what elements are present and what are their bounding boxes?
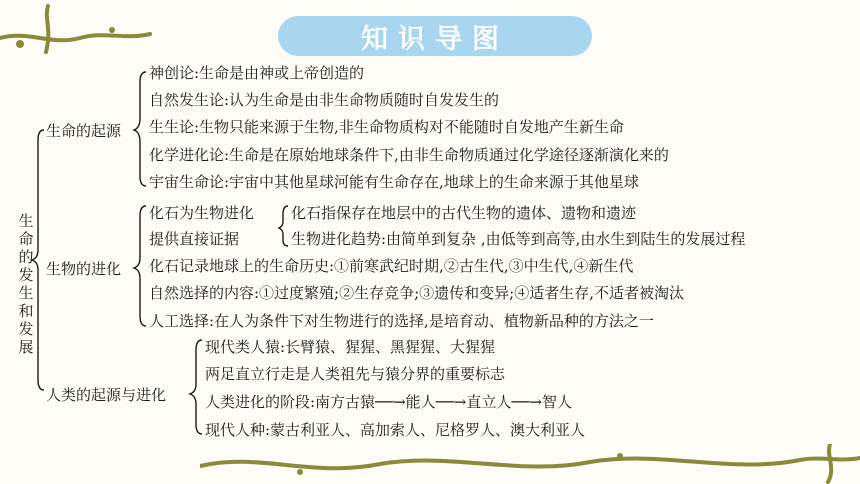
origin-item-5: 宇宙生命论:宇宙中其他星球河能有生命存在,地球上的生命来源于其他星球 xyxy=(149,173,639,191)
human-item-4: 现代人种:蒙古利亚人、高加索人、尼格罗人、澳大利亚人 xyxy=(205,421,586,439)
origin-item-1: 神创论:生命是由神或上帝创造的 xyxy=(149,64,365,82)
evolution-item-2: 自然选择的内容:①过度繁殖;②生存竞争;③遗传和变异;④适者生存,不适者被淘汰 xyxy=(149,284,684,302)
page-title: 知识导图 xyxy=(278,16,592,56)
human-item-1: 现代类人猿:长臂猿、猩猩、黑猩猩、大猩猩 xyxy=(205,338,496,356)
fossil-sub-item-2: 生物进化趋势:由简单到复杂 ,由低等到高等,由水生到陆生的发展过程 xyxy=(291,230,746,248)
origin-item-4: 化学进化论:生命是在原始地球条件下,由非生命物质通过化学途径逐渐演化来的 xyxy=(149,146,669,164)
origin-item-2: 自然发生论:认为生命是由非生命物质随时自发发生的 xyxy=(149,91,500,109)
branch-evolution-label: 生物的进化 xyxy=(46,260,122,278)
fossil-evidence-label-line1: 化石为生物进化 xyxy=(149,204,255,222)
human-item-3: 人类进化的阶段:南方古猿──→能人──→直立人──→智人 xyxy=(205,393,572,411)
human-item-2: 两足直立行走是人类祖先与猿分界的重要标志 xyxy=(205,365,506,383)
branch-origin-label: 生命的起源 xyxy=(46,122,122,140)
branch-human-label: 人类的起源与进化 xyxy=(46,386,167,404)
origin-item-3: 生生论:生物只能来源于生物,非生命物质构对不能随时自发地产生新生命 xyxy=(149,118,624,136)
evolution-item-3: 人工选择:在人为条件下对生物进行的选择,是培育动、植物新品种的方法之一 xyxy=(149,312,654,330)
fossil-sub-item-1: 化石指保存在地层中的古代生物的遗体、遗物和遗迹 xyxy=(291,204,637,222)
evolution-item-1: 化石记录地球上的生命历史:①前寒武纪时期,②古生代,③中生代,④新生代 xyxy=(149,257,634,275)
fossil-evidence-label-line2: 提供直接证据 xyxy=(149,230,240,248)
root-topic-label: 生命的发生和发展 xyxy=(18,212,34,356)
